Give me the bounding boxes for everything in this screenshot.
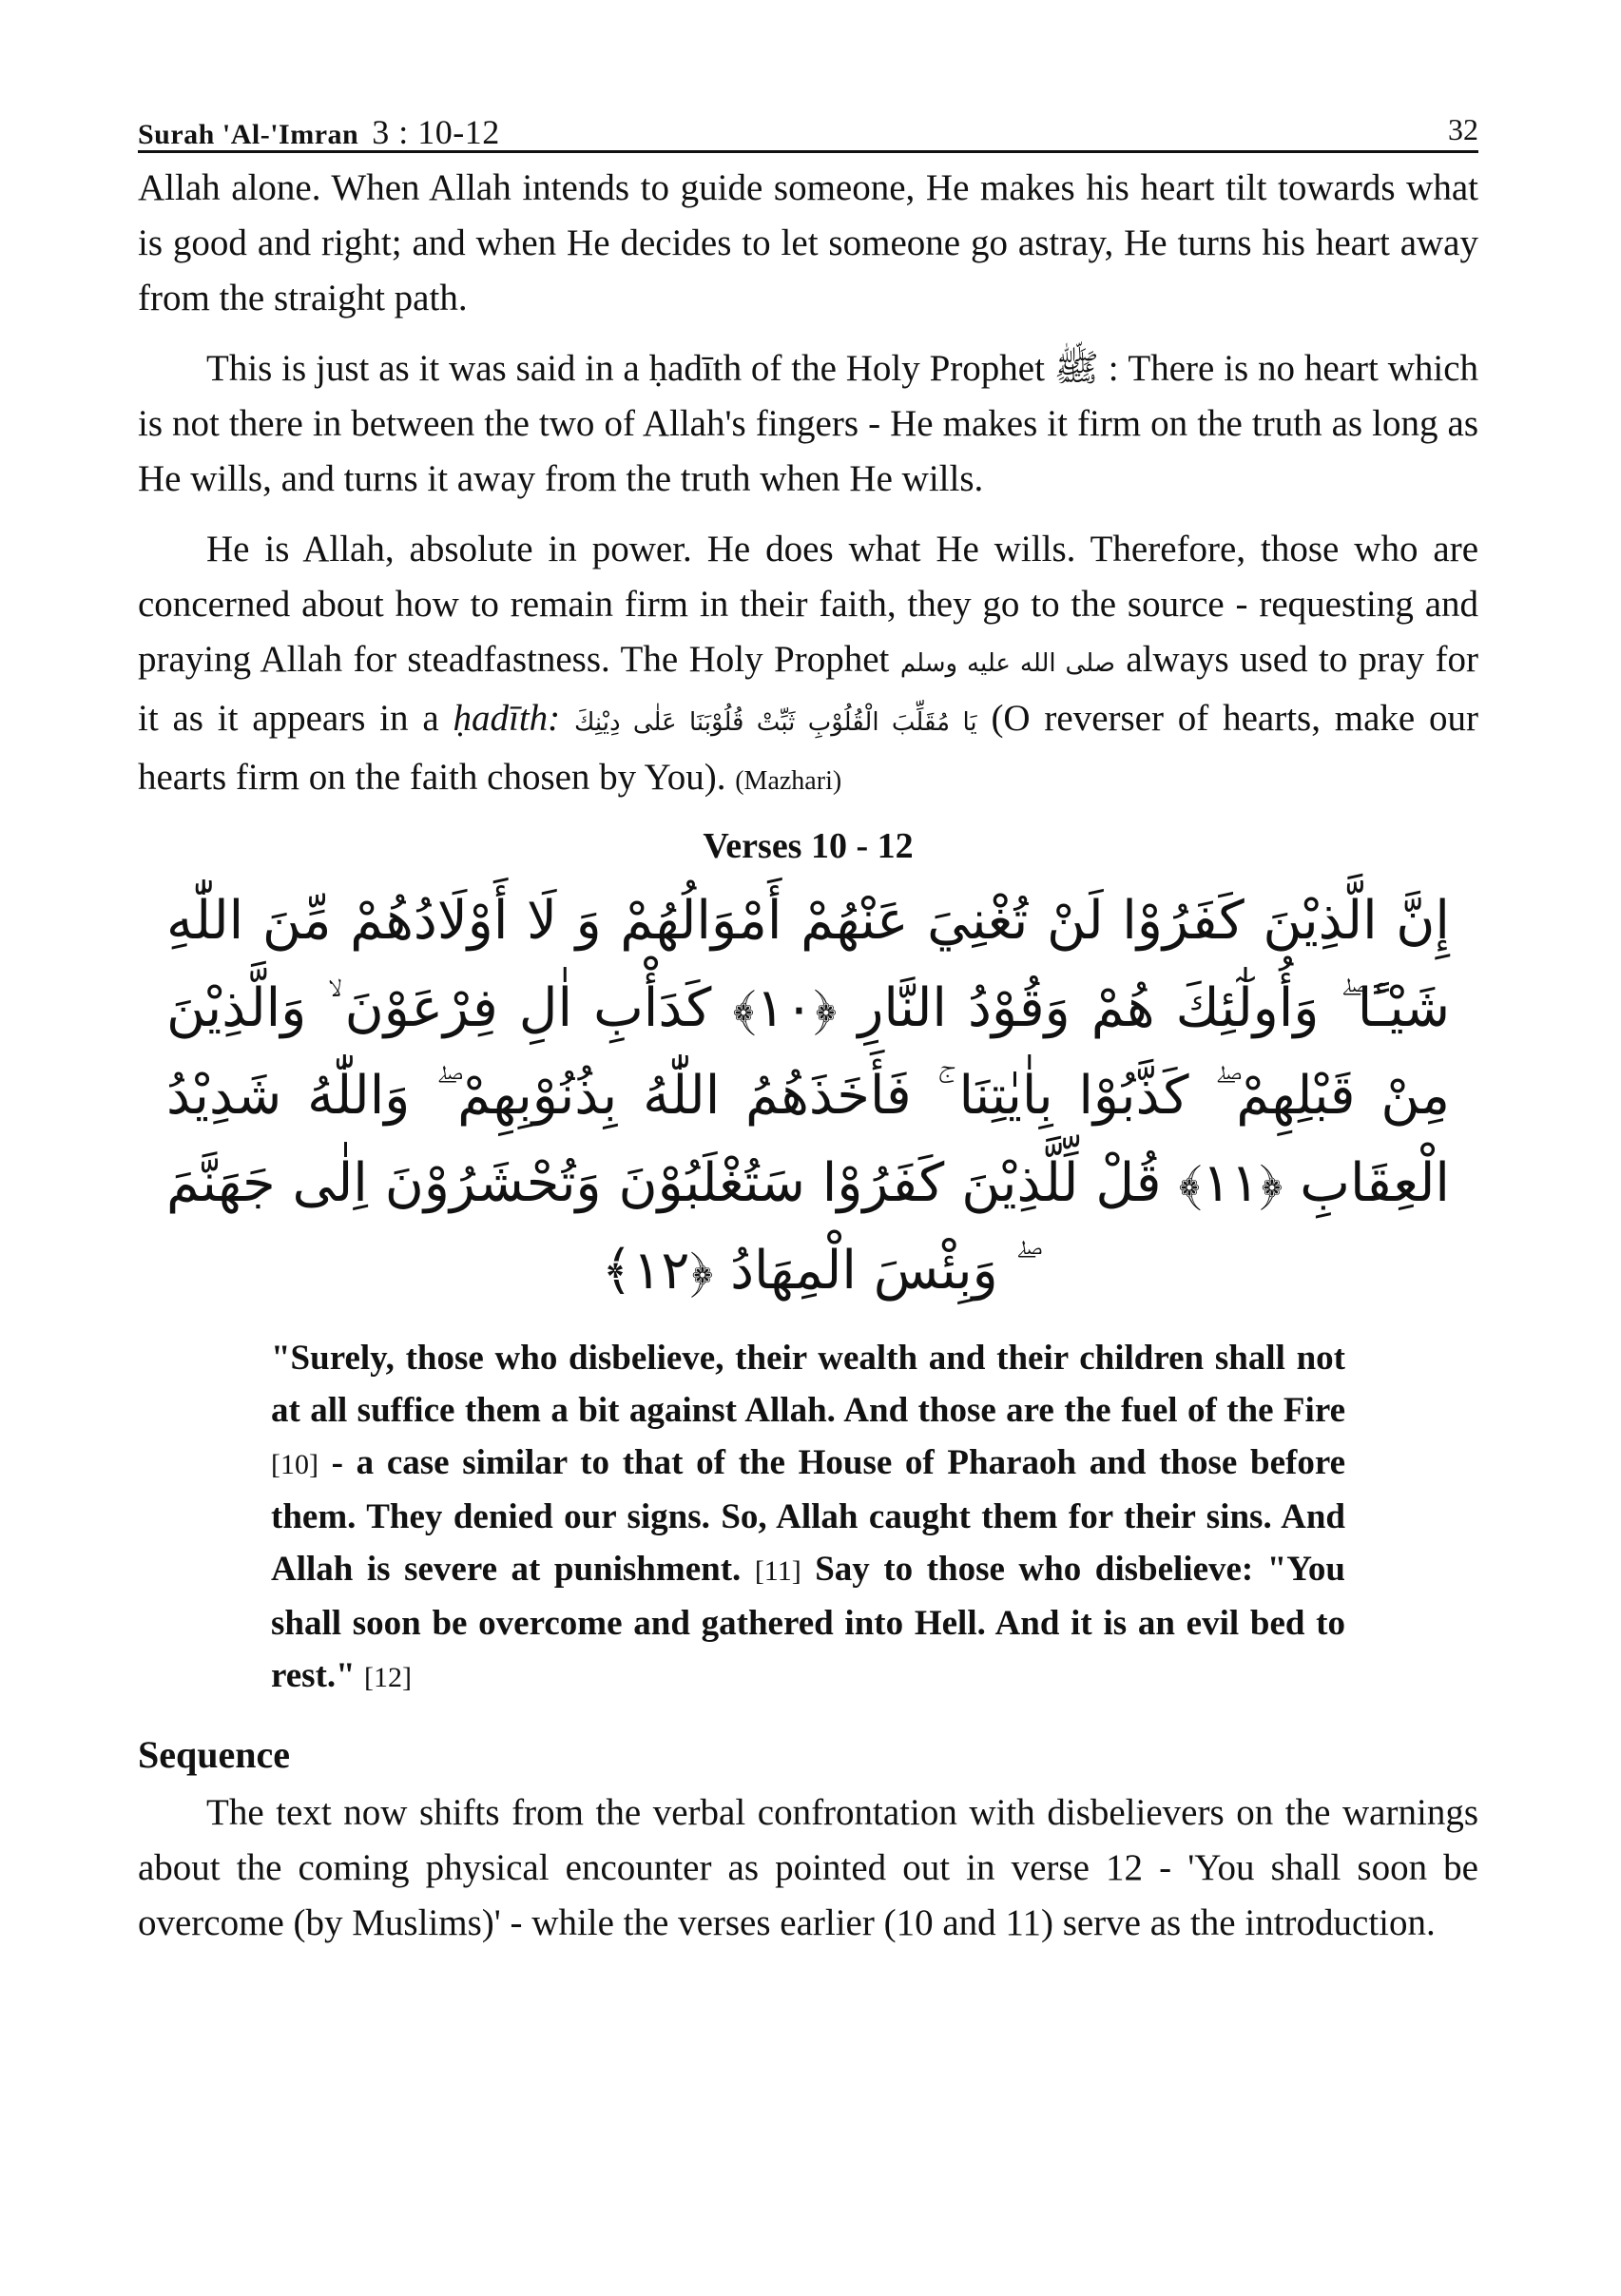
sequence-paragraph: The text now shifts from the verbal confrontation with disbelievers on the warnings about the coming physical encounter as pointed out in verse 12 - 'You shall soon be overcome (by Muslims)' - while the verses earlier (10 and 11) serve as the introduction.	[138, 1792, 1478, 1943]
translation-part-2: - a case similar to that of the House of Pharaoh and those before them. They denied our signs. So, Allah caught them for their sins. And Allah is severe at punishment.	[271, 1443, 1345, 1589]
paragraph-3-text-a: He is Allah, absolute in power. He does what He wills. Therefore, those who are concerned about how to remain firm in their faith, they go to the source - requesting and praying Allah for steadfastness. The Holy Prophet	[138, 529, 1478, 680]
verse-ref-12: [12]	[363, 1662, 412, 1693]
verse-translation	[271, 1332, 1345, 1704]
verse-ref-10: [10]	[271, 1449, 318, 1480]
salutation-arabic: صلى الله عليه وسلم	[899, 649, 1115, 678]
translation-part-1: "Surely, those who disbelieve, their wealth and their children shall not at all suffice them a bit against Allah. And those are the fuel of the Fire	[271, 1339, 1345, 1430]
header-title	[138, 112, 500, 152]
arabic-verses: إِنَّ الَّذِيْنَ كَفَرُوْا لَنْ تُغْنِيَ عَنْهُمْ أَمْوَالُهُمْ وَ لَا أَوْلَادُهُمْ مِّنَ اللّٰهِ شَيْـًٔا ۖ وَأُولٰٓئِكَ هُمْ وَقُوْدُ النَّارِ ﴿١٠﴾ كَدَأْبِ اٰلِ فِرْعَوْنَ ۙ وَالَّذِيْنَ مِنْ قَبْلِهِمْ ۖ كَذَّبُوْا بِاٰيٰتِنَا ۚ فَأَخَذَهُمُ اللّٰهُ بِذُنُوْبِهِمْ ۖ وَاللّٰهُ شَدِيْدُ الْعِقَابِ ﴿١١﴾ قُلْ لِّلَّذِيْنَ كَفَرُوْا سَتُغْلَبُوْنَ وَتُحْشَرُوْنَ اِلٰى جَهَنَّمَ ۖ وَبِئْسَ الْمِهَادُ ﴿١٢﴾	[166, 890, 1451, 1302]
paragraph-3-text-c: (O reverser of hearts, make our hearts firm on the faith chosen by You).	[138, 698, 1479, 798]
page	[138, 105, 1478, 1951]
paragraph-3	[138, 522, 1478, 809]
verse-ref-11: [11]	[754, 1555, 801, 1587]
paragraph-3-text-b: always used to pray for it as it appears in a	[138, 639, 1479, 739]
paragraph-2: This is just as it was said in a ḥadīth of the Holy Prophet ﷺ : There is no heart which is not there in between the two of Allah's fingers - He makes it firm on the truth as long as He wills, and turns it away from the truth when He wills.	[138, 348, 1478, 499]
dua-arabic: يَا مُقَلِّبَ الْقُلُوْبِ ثَبِّتْ قُلُوْبَنَا عَلٰى دِيْنِكَ	[573, 708, 977, 737]
running-header	[138, 105, 1478, 153]
page-number: 32	[1448, 112, 1478, 146]
section-heading-sequence: Sequence	[138, 1733, 290, 1776]
source-citation: (Mazhari)	[735, 766, 842, 796]
paragraph-1: Allah alone. When Allah intends to guide someone, He makes his heart tilt towards what is good and right; and when He decides to let someone go astray, He turns his heart away from the straight path.	[138, 167, 1478, 318]
translation-part-3: Say to those who disbelieve: "You shall soon be overcome and gathered into Hell. And it is an evil bed to rest."	[271, 1550, 1345, 1695]
header-surah: Surah 'Al-'Imran	[138, 119, 359, 150]
header-verse-ref: 3 : 10-12	[372, 113, 500, 151]
hadith-label: ḥadīth:	[453, 698, 561, 739]
verses-heading: Verses 10 - 12	[703, 826, 914, 866]
